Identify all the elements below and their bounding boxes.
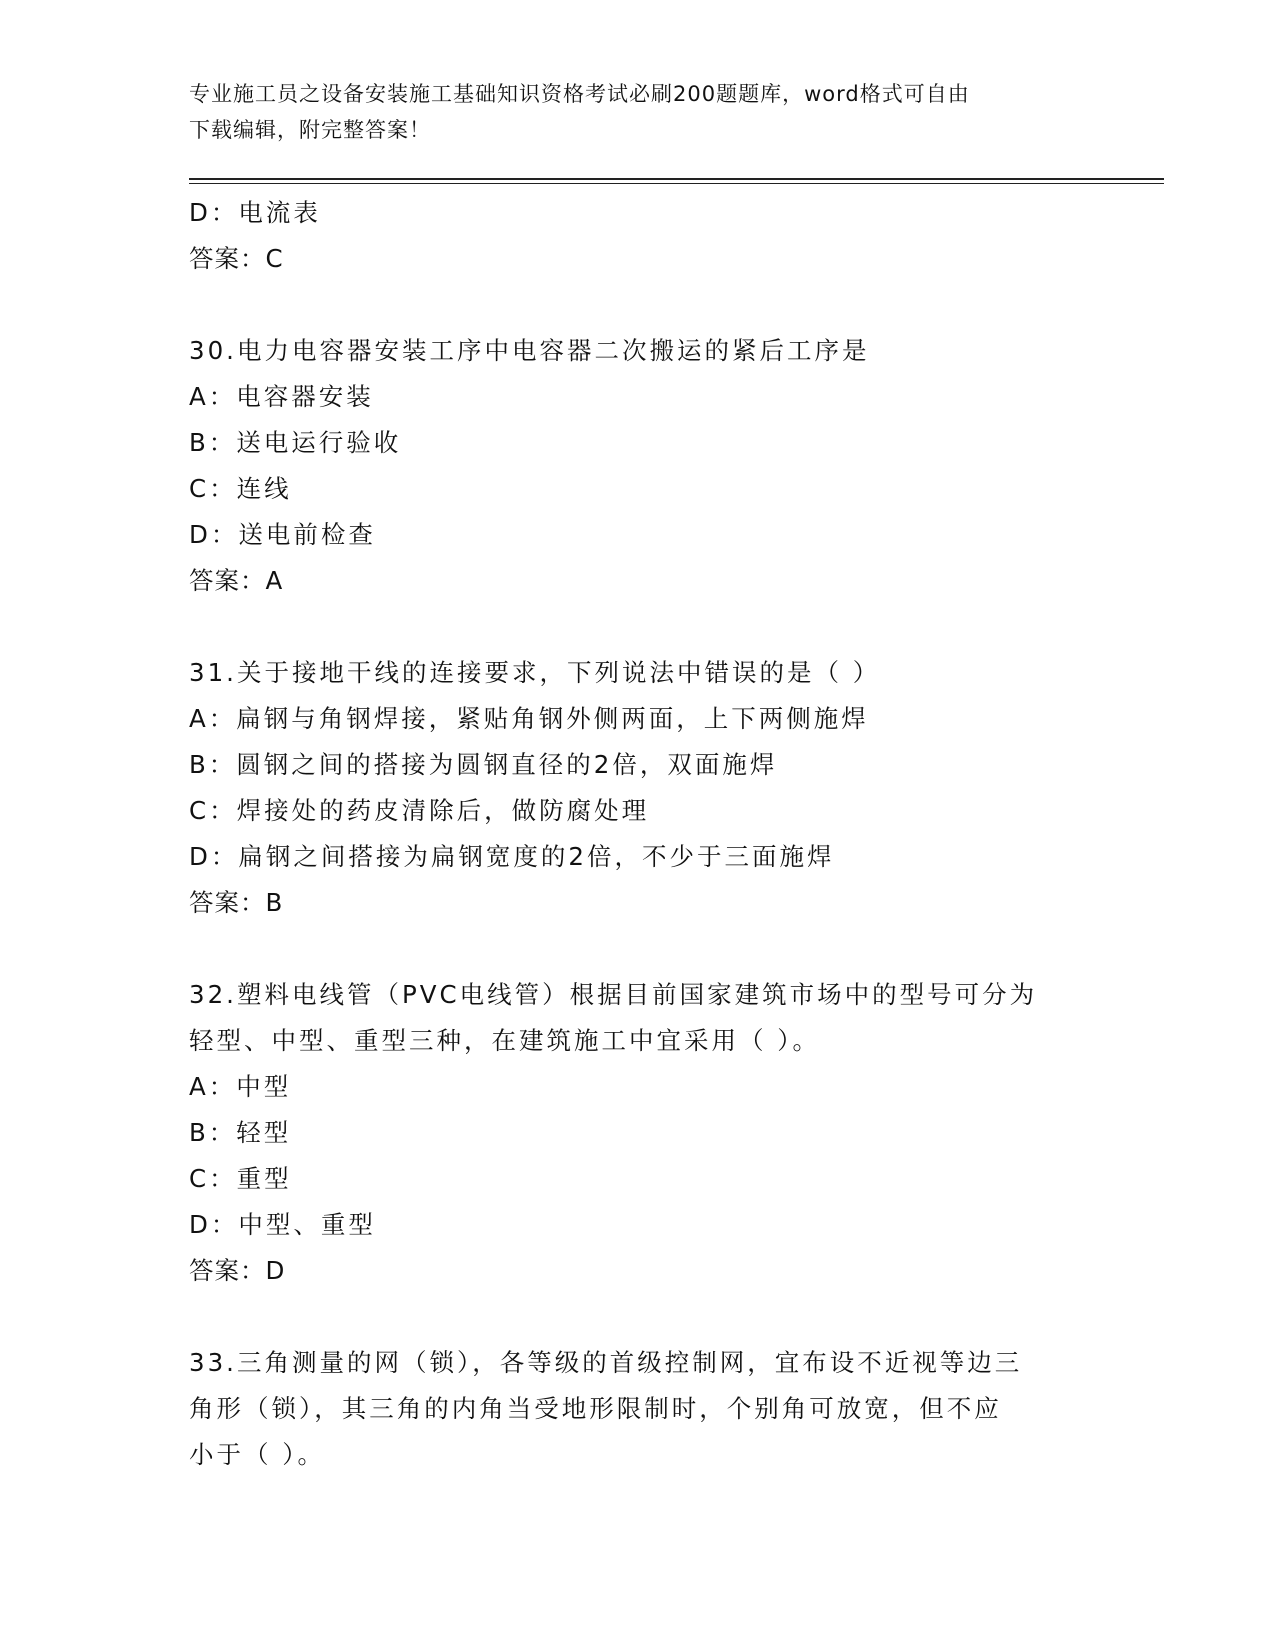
document-header [189, 76, 1089, 148]
header-divider [189, 178, 1164, 184]
option-c: C：重型 [189, 1164, 292, 1193]
answer: 答案：B [189, 888, 284, 917]
option-a: A：扁钢与角钢焊接，紧贴角钢外侧两面，上下两侧施焊 [189, 704, 869, 733]
header-title-line-1: 专业施工员之设备安装施工基础知识资格考试必刷200题题库，word格式可自由 [189, 82, 970, 106]
spacer [189, 604, 1089, 650]
answer: 答案：C [189, 244, 284, 273]
question-stem-line-1: 33.三角测量的网（锁），各等级的首级控制网，宜布设不近视等边三 [189, 1348, 1023, 1377]
option-d: D：扁钢之间搭接为扁钢宽度的2倍，不少于三面施焊 [189, 842, 835, 871]
option-c: C：焊接处的药皮清除后，做防腐处理 [189, 796, 650, 825]
question-32 [189, 972, 1089, 1294]
spacer [189, 1294, 1089, 1340]
option-c: C：连线 [189, 474, 292, 503]
question-stem: 31.关于接地干线的连接要求，下列说法中错误的是（ ） [189, 658, 881, 687]
option-a: A：电容器安装 [189, 382, 374, 411]
answer: 答案：A [189, 566, 284, 595]
header-title-line-2: 下载编辑，附完整答案！ [189, 118, 431, 142]
question-31 [189, 650, 1089, 926]
option-b: B：圆钢之间的搭接为圆钢直径的2倍，双面施焊 [189, 750, 778, 779]
question-stem-line-3: 小于（ ）。 [189, 1440, 326, 1469]
spacer [189, 282, 1089, 328]
question-list [189, 190, 1089, 1478]
option-b: B：轻型 [189, 1118, 292, 1147]
question-stem-line-2: 轻型、中型、重型三种，在建筑施工中宜采用（ ）。 [189, 1026, 821, 1055]
question-stem: 30.电力电容器安装工序中电容器二次搬运的紧后工序是 [189, 336, 870, 365]
option-d: D：送电前检查 [189, 520, 376, 549]
question-30 [189, 328, 1089, 604]
option-a: A：中型 [189, 1072, 292, 1101]
question-stem-line-1: 32.塑料电线管（PVC电线管）根据目前国家建筑市场中的型号可分为 [189, 980, 1038, 1009]
question-stem-line-2: 角形（锁），其三角的内角当受地形限制时，个别角可放宽，但不应 [189, 1394, 1002, 1423]
question-33 [189, 1340, 1089, 1478]
question-29-tail [189, 190, 1089, 282]
spacer [189, 926, 1089, 972]
option-d: D：电流表 [189, 198, 321, 227]
option-b: B：送电运行验收 [189, 428, 402, 457]
option-d: D：中型、重型 [189, 1210, 376, 1239]
answer: 答案：D [189, 1256, 286, 1285]
